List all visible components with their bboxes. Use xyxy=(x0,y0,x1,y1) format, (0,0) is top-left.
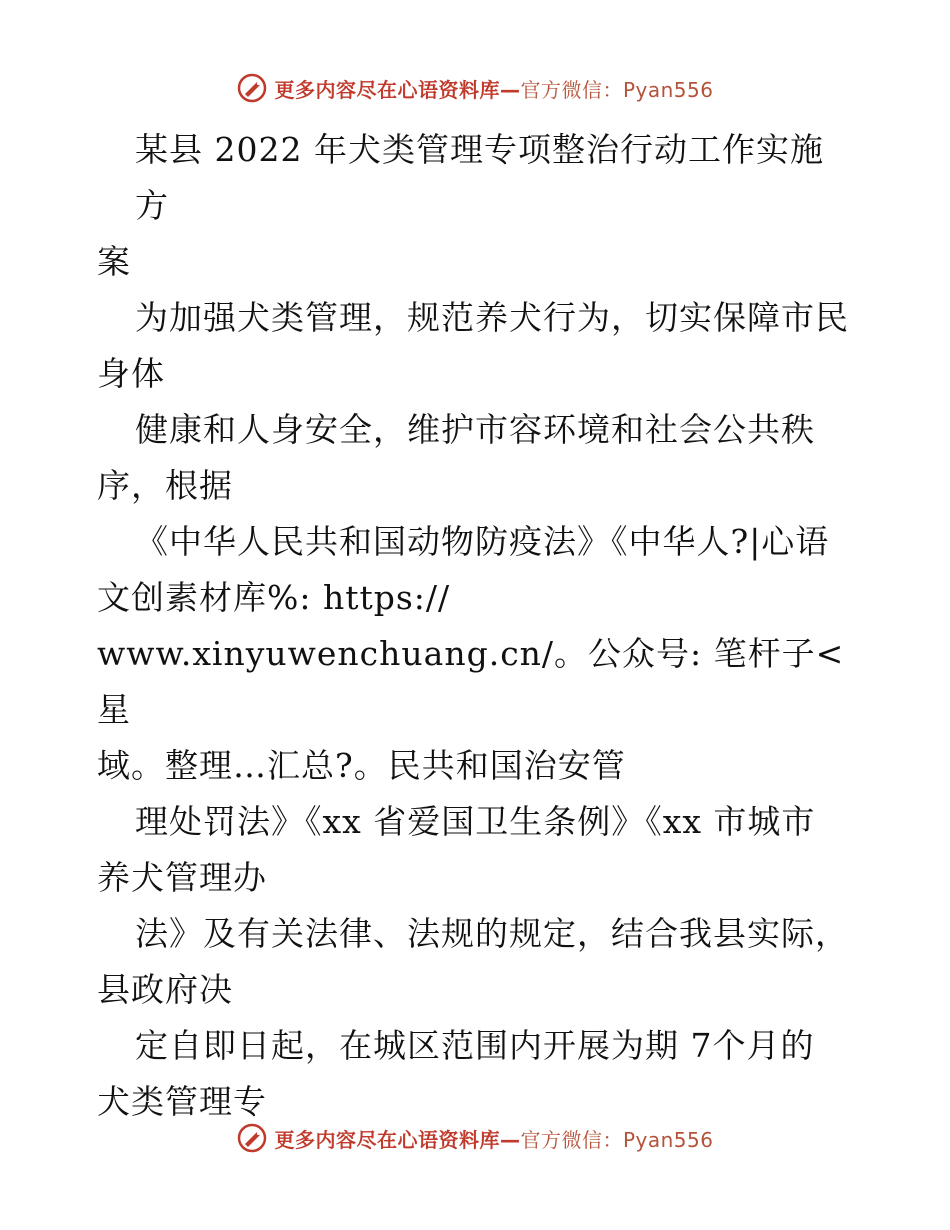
document-text-line: 理处罚法》《xx 省爱国卫生条例》《xx 市城市 xyxy=(135,802,816,841)
document-title-line: 某县 2022 年犬类管理专项整治行动工作实施方 xyxy=(135,130,824,225)
document-text-line: 为加强犬类管理，规范养犬行为，切实保障市民 xyxy=(135,298,849,337)
pen-nib-logo-icon xyxy=(236,1122,268,1154)
document-text-line: 身体 xyxy=(97,354,165,393)
document-text-line: 养犬管理办 xyxy=(97,858,267,897)
pen-nib-logo-icon xyxy=(236,72,268,104)
document-text-line: 县政府决 xyxy=(97,970,233,1009)
footer-banner xyxy=(0,1122,950,1154)
header-banner xyxy=(0,72,950,104)
document-body xyxy=(97,122,857,1130)
document-text-line: 序，根据 xyxy=(97,466,233,505)
document-text-line: 《中华人民共和国动物防疫法》《中华人?|心语 xyxy=(135,522,830,561)
document-text-line: www.xinyuwenchuang.cn/。公众号: 笔杆子<星 xyxy=(97,634,845,729)
document-text-line: 文创素材库%: https:// xyxy=(97,578,451,617)
document-text-line: 健康和人身安全，维护市容环境和社会公共秩 xyxy=(135,410,815,449)
header-banner-text: 更多内容尽在心语资料库—官方微信：Pyan556 xyxy=(274,77,714,102)
document-text-line: 犬类管理专 xyxy=(97,1082,267,1121)
document-text-line: 域。整理…汇总?。民共和国治安管 xyxy=(97,746,626,785)
footer-banner-text: 更多内容尽在心语资料库—官方微信：Pyan556 xyxy=(274,1127,714,1152)
document-text-line: 法》及有关法律、法规的规定，结合我县实际， xyxy=(135,914,849,953)
document-text-line: 定自即日起，在城区范围内开展为期 7个月的 xyxy=(135,1026,815,1065)
document-text-line: 案 xyxy=(97,242,131,281)
